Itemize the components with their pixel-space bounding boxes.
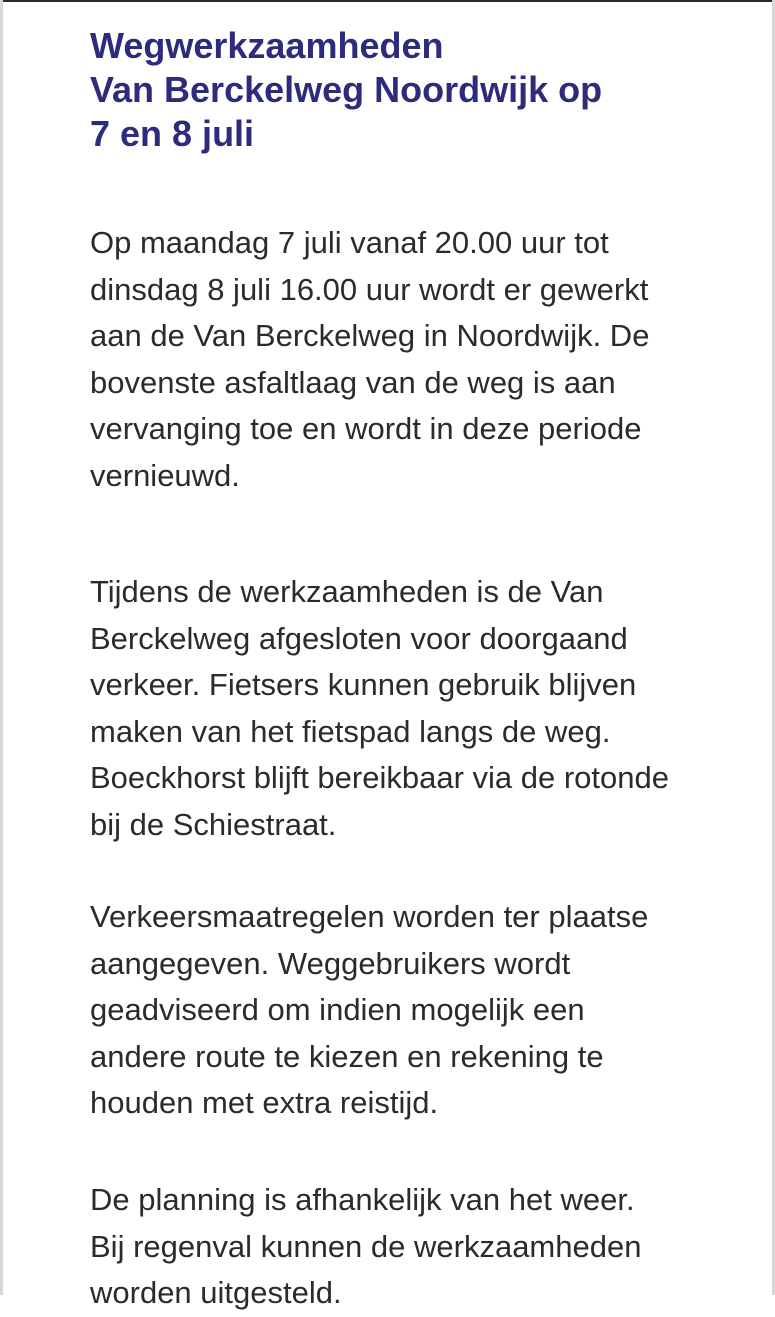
paragraph-line: houden met extra reistijd.: [90, 1085, 439, 1121]
paragraph-closure: [90, 569, 669, 849]
paragraph-line: De planning is afhankelijk van het weer.: [90, 1182, 635, 1217]
paragraph-line: vervanging toe en wordt in deze periode: [90, 411, 642, 447]
headline-line: 7 en 8 juli: [90, 113, 255, 154]
paragraph-line: dinsdag 8 juli 16.00 uur wordt er gewerkt: [90, 271, 649, 307]
paragraph-line: Berckelweg afgesloten voor doorgaand: [90, 620, 628, 656]
left-frame-edge: [0, 0, 3, 1295]
news-article: [90, 24, 760, 1311]
paragraph-line: Bij regenval kunnen de werkzaamheden: [90, 1228, 642, 1264]
paragraph-line: vernieuwd.: [90, 457, 240, 493]
paragraph-line: aangegeven. Weggebruikers wordt: [90, 945, 571, 981]
paragraph-line: verkeer. Fietsers kunnen gebruik blijven: [90, 667, 637, 703]
paragraph-line: maken van het fietspad langs de weg.: [90, 713, 611, 749]
paragraph-line: Op maandag 7 juli vanaf 20.00 uur tot: [90, 225, 609, 260]
paragraph-line: Boeckhorst blijft bereikbaar via de rotonde: [90, 760, 669, 796]
top-border: [0, 0, 775, 2]
headline-line: Wegwerkzaamheden: [90, 25, 444, 66]
headline-line: Van Berckelweg Noordwijk op: [90, 69, 603, 110]
article-headline: [90, 24, 760, 156]
paragraph-line: Tijdens de werkzaamheden is de Van: [90, 574, 604, 609]
paragraph-schedule: [90, 220, 649, 500]
paragraph-line: bovenste asfaltlaag van de weg is aan: [90, 364, 616, 400]
paragraph-line: Verkeersmaatregelen worden ter plaatse: [90, 899, 649, 934]
paragraph-line: bij de Schiestraat.: [90, 806, 337, 842]
paragraph-line: aan de Van Berckelweg in Noordwijk. De: [90, 318, 650, 354]
paragraph-line: andere route te kiezen en rekening te: [90, 1038, 604, 1074]
paragraph-traffic-measures: [90, 894, 648, 1127]
paragraph-line: geadviseerd om indien mogelijk een: [90, 992, 585, 1028]
paragraph-weather: [90, 1177, 641, 1317]
paragraph-line: worden uitgesteld.: [90, 1275, 342, 1311]
